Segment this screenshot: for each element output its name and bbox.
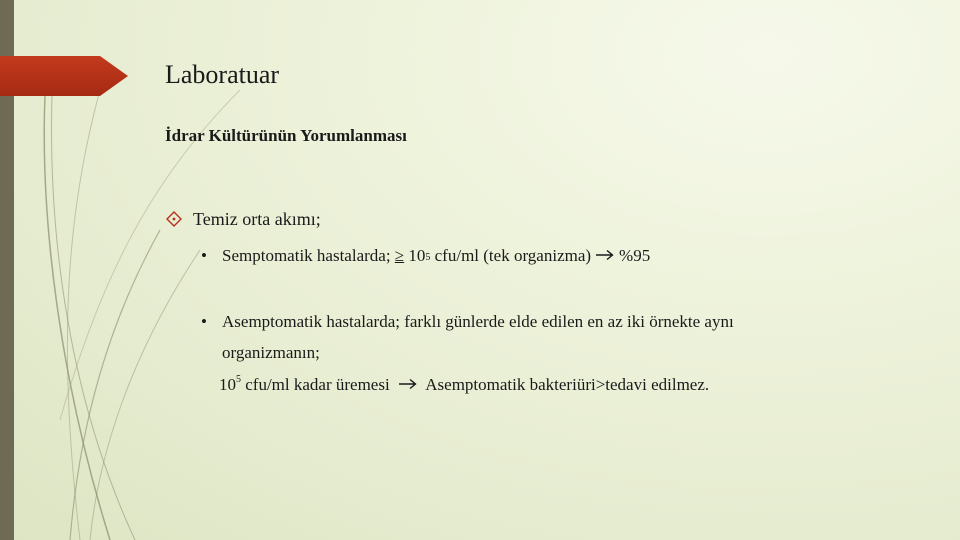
item1-prefix: Semptomatik hastalarda;: [222, 246, 391, 265]
bullet-dot: •: [201, 312, 207, 331]
right-arrow-icon: [398, 378, 418, 390]
item2-exponent: 5: [236, 374, 241, 386]
right-arrow-icon: [595, 249, 615, 261]
bullet-dot: •: [201, 246, 207, 265]
item2-rest: cfu/ml kadar üremesi: [245, 375, 390, 394]
slide-title: Laboratuar: [165, 60, 280, 89]
list-item-asymptomatic: [201, 310, 734, 334]
item2-line3: [219, 373, 709, 397]
item1-result: %95: [619, 246, 651, 265]
main-bullet: [166, 207, 321, 231]
item2-line1: Asemptomatik hastalarda; farklı günlerde elde edilen en az iki örnekte aynı: [222, 312, 734, 331]
item1-base: 10: [408, 246, 426, 265]
list-item-symptomatic: • Semptomatik hastalarda; ≥ 10 $^5$ cfu/ml (tek organizma) %95: [201, 244, 650, 268]
item2-base: 10: [219, 375, 236, 394]
item2-result: Asemptomatik bakteriüri>tedavi edilmez.: [425, 375, 710, 394]
item1-ge-symbol: ≥: [394, 246, 405, 265]
slide-subtitle: İdrar Kültürünün Yorumlanması: [165, 126, 407, 145]
main-bullet-text: Temiz orta akımı;: [193, 209, 321, 229]
diamond-bullet-icon: [166, 211, 182, 227]
item1-rest: cfu/ml (tek organizma): [434, 246, 592, 265]
item2-line2: organizmanın;: [222, 343, 320, 362]
